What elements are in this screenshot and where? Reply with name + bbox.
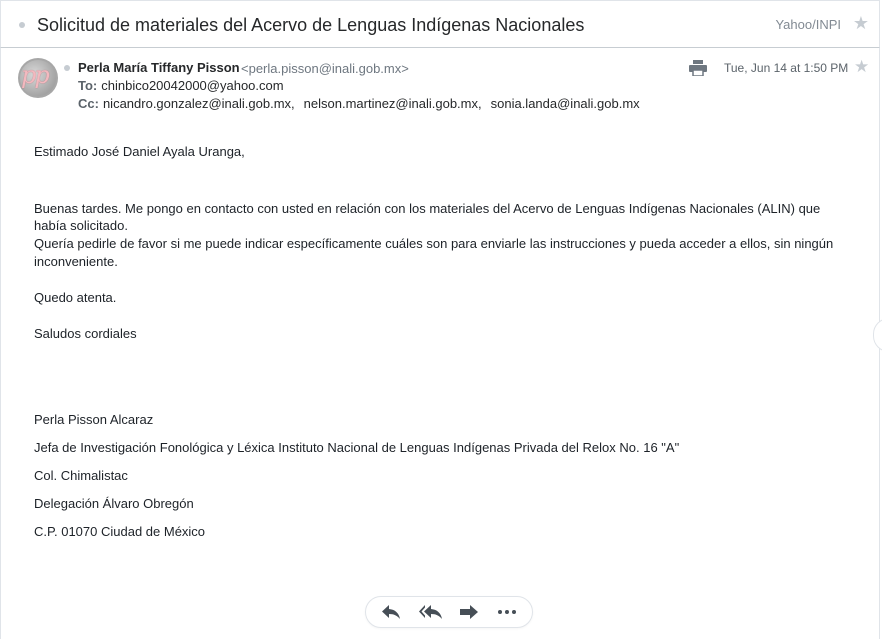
cc-label: Cc: <box>78 96 99 111</box>
unread-dot-icon <box>19 22 25 28</box>
body-line: Buenas tardes. Me pongo en contacto con usted en relación con los materiales del Acervo de Lenguas Indígenas Nacionales (ALIN) que <box>34 201 821 216</box>
side-panel-toggle[interactable] <box>873 318 882 352</box>
signature-name: Perla Pisson Alcaraz <box>34 412 154 427</box>
avatar[interactable] <box>18 58 58 98</box>
signature-delegacion: Delegación Álvaro Obregón <box>34 496 194 511</box>
sender-status-dot-icon <box>64 65 70 71</box>
to-label: To: <box>78 78 98 93</box>
email-subject: Solicitud de materiales del Acervo de Lenguas Indígenas Nacionales <box>37 15 585 35</box>
message-view <box>0 48 880 639</box>
cc-recipient[interactable]: sonia.landa@inali.gob.mx <box>490 96 640 111</box>
reply-all-icon[interactable] <box>419 604 443 620</box>
more-icon[interactable] <box>497 604 517 620</box>
closing-line: Quedo atenta. <box>34 290 117 305</box>
signature-colonia: Col. Chimalistac <box>34 468 128 483</box>
closing-line: Saludos cordiales <box>34 326 137 341</box>
signature-postal: C.P. 01070 Ciudad de México <box>34 524 206 539</box>
sender-email[interactable]: <perla.pisson@inali.gob.mx> <box>241 61 409 76</box>
to-line <box>78 78 284 93</box>
reply-icon[interactable] <box>381 604 401 620</box>
sender-name[interactable]: Perla María Tiffany Pisson <box>78 60 240 75</box>
body-line: inconveniente. <box>34 254 118 269</box>
body-line: Quería pedirle de favor si me puede indicar específicamente cuáles son para enviarle las instrucciones y pueda acceder a ellos, sin ningún <box>34 236 834 251</box>
printer-icon[interactable] <box>689 60 707 76</box>
subject-bar <box>0 0 880 48</box>
body-line: había solicitado. <box>34 218 128 233</box>
cc-line <box>78 96 649 111</box>
message-actions-bar <box>365 596 533 628</box>
signature-title: Jefa de Investigación Fonológica y Léxica Instituto Nacional de Lenguas Indígenas Privada del Relox No. 16 "A" <box>34 440 680 455</box>
avatar-initials: pp <box>21 61 48 89</box>
cc-recipient[interactable]: nicandro.gonzalez@inali.gob.mx, <box>102 96 295 111</box>
greeting: Estimado José Daniel Ayala Uranga, <box>34 144 245 159</box>
star-icon[interactable]: ★ <box>854 57 870 76</box>
forward-icon[interactable] <box>459 604 479 620</box>
message-date: Tue, Jun 14 at 1:50 PM <box>724 61 849 75</box>
to-recipient[interactable]: chinbico20042000@yahoo.com <box>101 78 284 93</box>
folder-label[interactable]: Yahoo/INPI <box>775 17 841 32</box>
cc-recipient[interactable]: nelson.martinez@inali.gob.mx, <box>303 96 482 111</box>
star-icon[interactable]: ★ <box>852 13 869 33</box>
